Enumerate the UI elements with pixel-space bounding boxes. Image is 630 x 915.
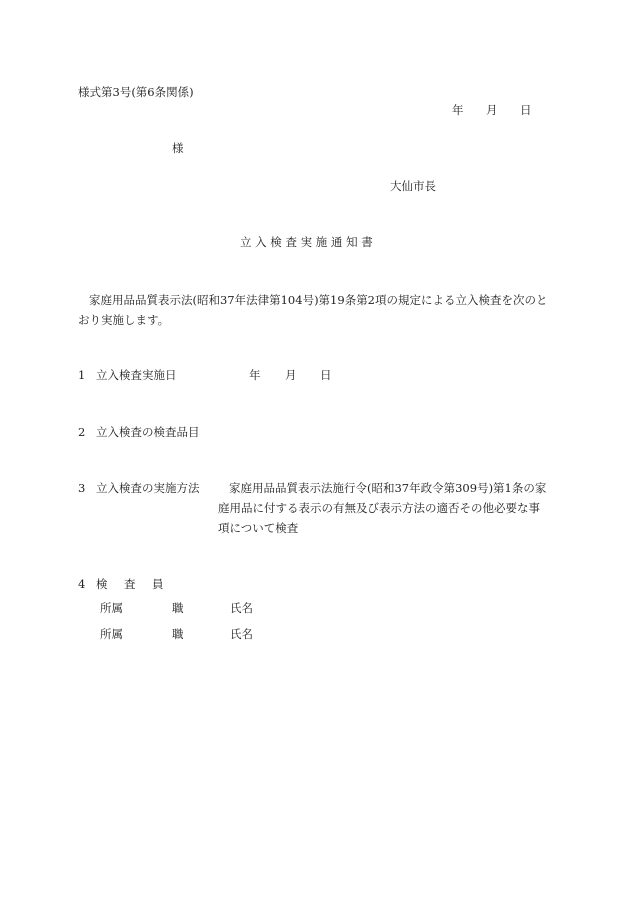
item-4-label-char-2: 査 <box>124 577 136 591</box>
item-1-month: 月 <box>285 368 297 382</box>
date-month: 月 <box>486 103 498 117</box>
date-day: 日 <box>520 103 532 117</box>
document-title: 立 入 検 査 実 施 通 知 書 <box>240 235 373 249</box>
date-year: 年 <box>452 103 464 117</box>
form-label: 様式第3号(第6条関係) <box>78 85 194 99</box>
item-3-text-line-2: 庭用品に付する表示の有無及び表示方法の適否その他必要な事 <box>218 501 540 515</box>
inspector-name: 氏名 <box>230 601 253 615</box>
addressee-suffix: 様 <box>172 141 184 155</box>
item-4-number: 4 <box>78 577 86 591</box>
item-1-label: 立入検査実施日 <box>96 368 177 382</box>
item-3-text-line-3: 項について検査 <box>218 521 299 535</box>
item-2-number: 2 <box>78 425 86 439</box>
intro-line-1: 家庭用品品質表示法(昭和37年法律第104号)第19条第2項の規定による立入検査を次のと <box>89 293 548 307</box>
inspector-position: 職 <box>172 601 184 615</box>
item-1-year: 年 <box>249 368 261 382</box>
inspector-affiliation: 所属 <box>100 627 123 641</box>
inspector-position: 職 <box>172 627 184 641</box>
item-3-label: 立入検査の実施方法 <box>96 481 200 495</box>
issuer: 大仙市長 <box>390 179 436 193</box>
inspector-name: 氏名 <box>230 627 253 641</box>
item-2-label: 立入検査の検査品目 <box>96 425 200 439</box>
item-4-label-char-3: 員 <box>152 577 164 591</box>
item-1-number: 1 <box>78 368 86 382</box>
item-3-text-line-1: 家庭用品品質表示法施行令(昭和37年政令第309号)第1条の家 <box>229 481 547 495</box>
item-1-day: 日 <box>320 368 332 382</box>
item-4-label-char-1: 検 <box>96 577 108 591</box>
intro-line-2: おり実施します。 <box>78 313 170 327</box>
inspector-affiliation: 所属 <box>100 601 123 615</box>
item-3-number: 3 <box>78 481 86 495</box>
